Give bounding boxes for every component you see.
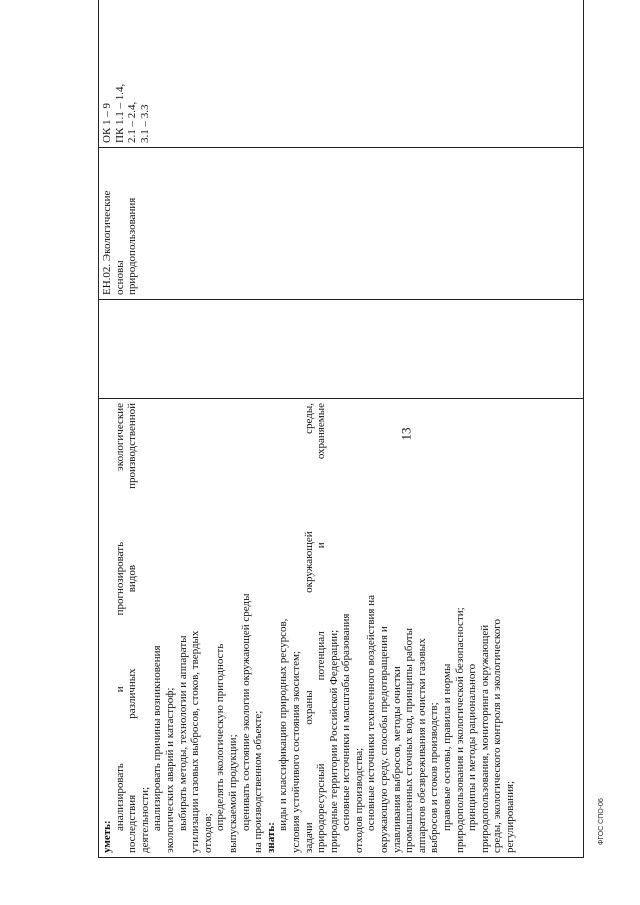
competence-line: 2.1 – 2.4, — [126, 101, 139, 143]
skill-line: выпускаемой продукции; — [226, 734, 239, 853]
curriculum-table — [98, 0, 584, 858]
skill-line: виды и классификацию природных ресурсов, — [277, 618, 290, 831]
page-number: 13 — [398, 427, 414, 441]
skill-line: выбирать методы, технологии и аппараты — [176, 635, 189, 831]
skill-line: условия устойчивого состояния экосистем; — [289, 651, 302, 853]
skill-line: определять экологическую пригодность — [214, 643, 227, 831]
skill-line: среды, экологического контроля и экологического — [491, 619, 504, 853]
skill-line: окружающую среду, способы предотвращения и — [378, 626, 391, 853]
skill-line: природопользования и экологической безопасности; — [453, 607, 466, 853]
skill-line: утилизации газовых выбросов, стоков, твердых — [189, 630, 202, 853]
section-heading: знать: — [264, 822, 277, 853]
skill-line: на производственном объекте; — [252, 710, 265, 853]
skill-line: природные территории Российской Федерации; — [327, 629, 340, 853]
skill-line: задачи охраны окружающей среды, — [302, 403, 315, 853]
skill-line: анализировать причины возникновения — [151, 645, 164, 831]
skill-line: деятельности; — [138, 786, 151, 853]
skill-line: правовые основы, правила и нормы — [441, 663, 454, 831]
competence-line: ПК 1.1 – 1.4, — [113, 83, 126, 143]
skill-line: улавливания выбросов, методы очистки — [390, 666, 403, 853]
skill-line: основные источники техногенного воздействия на — [365, 594, 378, 831]
discipline-cell — [99, 148, 584, 300]
discipline-line: природопользования — [126, 197, 139, 295]
skill-line: отходов; — [201, 813, 214, 853]
skill-line: регулирования; — [504, 780, 516, 853]
skill-line: выбросов и стоков производств; — [428, 702, 441, 853]
discipline-line: основы — [113, 260, 126, 295]
skill-line: основные источники и масштабы образования — [340, 613, 353, 831]
skill-line: аппаратов обезвреживания и очистки газовых — [415, 638, 428, 853]
skill-line: последствия различных видов производственной — [126, 403, 139, 853]
skills-knowledge-cell — [99, 399, 584, 858]
competence-line: 3.1 – 3.3 — [138, 104, 151, 143]
skill-line: отходов производства; — [352, 747, 365, 853]
footer-label: ФГОС СПО-06 — [598, 798, 605, 845]
skill-line: принципы и методы рационального — [466, 663, 479, 831]
skill-line: оценивать состояние экологии окружающей среды — [239, 593, 252, 831]
discipline-line: ЕН.02. Экологические — [101, 190, 113, 295]
skill-line: природопользования, мониторинга окружающей — [478, 624, 491, 853]
competence-line: ОК 1 – 9 — [101, 102, 113, 143]
skill-line: природоресурсный потенциал и охраняемые — [315, 403, 328, 853]
rotated-content — [98, 30, 584, 858]
skill-line: анализировать и прогнозировать экологические — [113, 403, 126, 831]
skill-line: промышленных сточных вод, принципы работы — [403, 628, 416, 853]
section-heading: уметь: — [101, 820, 113, 853]
skill-line: экологических аварий и катастроф; — [163, 687, 176, 853]
empty-cell — [99, 300, 584, 399]
table-row — [99, 0, 584, 858]
competencies-cell — [99, 0, 584, 148]
